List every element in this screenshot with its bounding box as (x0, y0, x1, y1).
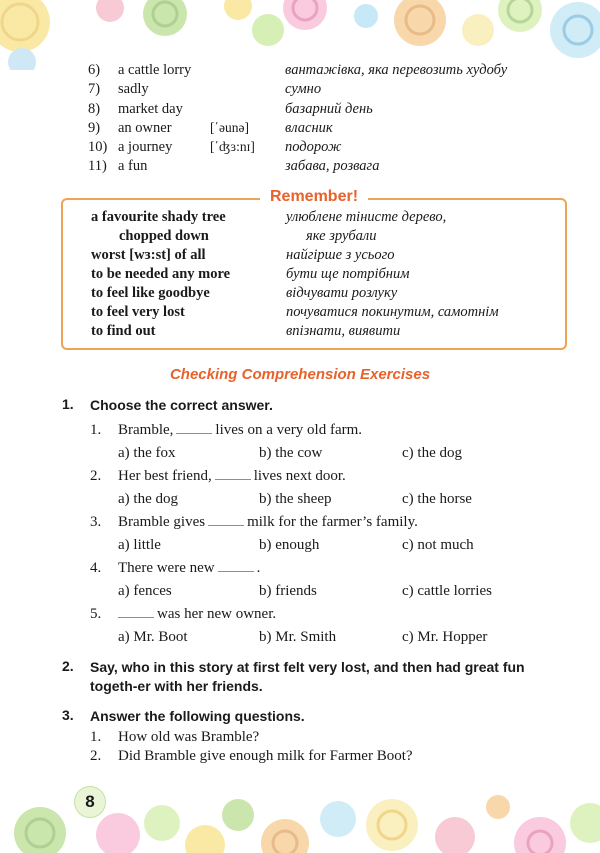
answer-option[interactable]: b) Mr. Smith (259, 629, 337, 645)
remember-ukrainian: улюблене тінисте дерево, (286, 209, 447, 225)
remember-box (61, 188, 567, 350)
vocabulary-list (88, 62, 578, 178)
answer-option[interactable]: a) little (118, 537, 161, 553)
vocab-item (88, 81, 578, 100)
question-text: Bramble, lives on a very old farm. (118, 422, 363, 438)
question-text: How old was Bramble? (118, 729, 260, 745)
question-number: 2. (90, 468, 102, 484)
remember-row (91, 304, 561, 323)
remember-row (91, 285, 561, 304)
decorative-circles-top (0, 0, 600, 70)
answer-option[interactable]: b) enough (259, 537, 320, 553)
vocab-ukrainian: власник (285, 119, 333, 136)
remember-ukrainian: почуватися покинутим, самотнім (286, 304, 499, 320)
vocab-transcription: [΄əunə] (210, 119, 249, 135)
vocab-number: 10) (88, 139, 108, 156)
answer-blank[interactable] (218, 570, 254, 572)
answer-option[interactable]: a) the fox (118, 445, 176, 461)
answer-option[interactable]: a) the dog (118, 491, 178, 507)
remember-row (91, 209, 561, 228)
vocab-english: sadly (118, 81, 149, 98)
question-text: Bramble gives milk for the farmer’s family. (118, 514, 418, 530)
remember-english: to feel very lost (91, 304, 185, 320)
remember-ukrainian: бути ще потрібним (286, 266, 410, 282)
vocab-english: an owner (118, 119, 172, 136)
question-number: 4. (90, 560, 102, 576)
remember-english: to feel like goodbye (91, 285, 210, 301)
answer-option[interactable]: c) the horse (402, 491, 472, 507)
question-number: 1. (90, 729, 102, 745)
answer-option[interactable]: a) Mr. Boot (118, 629, 188, 645)
remember-row (91, 247, 561, 266)
remember-ukrainian: впізнати, виявити (286, 323, 401, 339)
question-text: Did Bramble give enough milk for Farmer Boot? (118, 748, 413, 764)
vocab-english: a journey (118, 139, 173, 156)
task-instruction: Say, who in this story at first felt very lost, and then had great fun togeth-er with her friends. (90, 659, 525, 694)
answer-option[interactable]: b) friends (259, 583, 317, 599)
vocab-item (88, 62, 578, 81)
remember-english: to find out (91, 323, 156, 339)
vocab-item (88, 139, 578, 158)
vocab-ukrainian: вантажівка, яка перевозить худобу (285, 62, 508, 78)
vocab-item (88, 120, 578, 139)
answer-blank[interactable] (118, 616, 154, 618)
question-text: Her best friend, lives next door. (118, 468, 346, 484)
vocab-transcription: [΄ʤɜ:nɪ] (210, 139, 255, 155)
vocab-number: 6) (88, 62, 101, 78)
vocab-ukrainian: подорож (285, 139, 342, 156)
remember-english: worst [wɜ:st] of all (91, 247, 206, 263)
answer-option[interactable]: b) the cow (259, 445, 323, 461)
question-number: 5. (90, 606, 102, 622)
remember-ukrainian: відчувати розлуку (286, 285, 398, 301)
question-number: 1. (90, 422, 102, 438)
question-number: 3. (90, 514, 102, 530)
vocab-item (88, 101, 578, 120)
remember-ukrainian: найгірше з усього (286, 247, 395, 263)
answer-option[interactable]: c) cattle lorries (402, 583, 492, 599)
task-number: 1. (62, 396, 74, 412)
remember-row (91, 228, 561, 247)
remember-row (91, 266, 561, 285)
answer-option[interactable]: c) the dog (402, 445, 462, 461)
vocab-number: 7) (88, 81, 101, 98)
remember-english: chopped down (119, 228, 209, 244)
vocab-ukrainian: базарний день (285, 100, 373, 117)
remember-row (91, 323, 561, 342)
vocab-english: market day (118, 100, 183, 117)
answer-option[interactable]: c) not much (402, 537, 474, 553)
question-text: was her new owner. (118, 606, 276, 623)
task-number: 2. (62, 658, 74, 674)
vocab-english: a cattle lorry (118, 62, 192, 78)
vocab-number: 9) (88, 119, 101, 136)
task-instruction: Answer the following questions. (90, 708, 305, 724)
task-number: 3. (62, 707, 74, 723)
vocab-number: 11) (88, 158, 107, 175)
vocab-ukrainian: сумно (285, 81, 322, 98)
task-instruction: Choose the correct answer. (90, 397, 273, 413)
answer-option[interactable]: a) fences (118, 583, 172, 599)
remember-ukrainian: яке зрубали (306, 228, 377, 244)
vocab-ukrainian: забава, розвага (285, 158, 380, 175)
answer-option[interactable]: b) the sheep (259, 491, 332, 507)
remember-title: Remember! (63, 188, 565, 206)
answer-blank[interactable] (215, 478, 251, 480)
question-number: 2. (90, 748, 102, 764)
page-number: 8 (74, 786, 106, 818)
vocab-number: 8) (88, 100, 101, 117)
remember-english: to be needed any more (91, 266, 231, 282)
vocab-item (88, 158, 578, 177)
vocab-english: a fun (118, 158, 148, 175)
question-text: There were new . (118, 560, 261, 576)
section-title: Checking Comprehension Exercises (169, 366, 431, 383)
answer-blank[interactable] (176, 432, 212, 434)
answer-option[interactable]: c) Mr. Hopper (402, 629, 488, 645)
remember-english: a favourite shady tree (91, 209, 226, 225)
answer-blank[interactable] (208, 524, 244, 526)
